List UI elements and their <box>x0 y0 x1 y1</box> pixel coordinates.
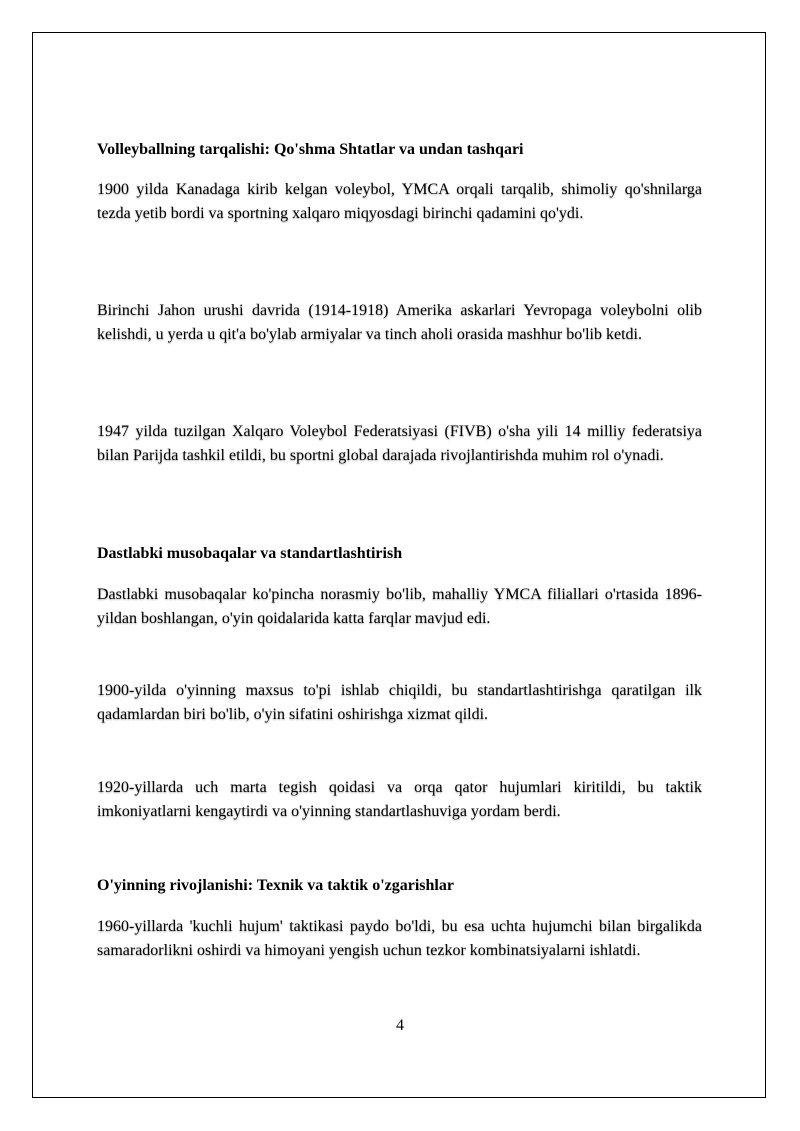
paragraph-fivb: 1947 yilda tuzilgan Xalqaro Voleybol Federatsiyasi (FIVB) o'sha yili 14 milliy federatsiya bilan Parijda tashkil etildi, bu sportni global darajada rivojlantirishda muhim rol o'ynadi. <box>97 423 702 464</box>
section-heading-development: O'yinning rivojlanishi: Texnik va taktik o'zgarishlar <box>97 877 454 894</box>
paragraph-early-competitions: Dastlabki musobaqalar ko'pincha norasmiy bo'lib, mahalliy YMCA filiallari o'rtasida 1896-yildan boshlangan, o'yin qoidalarida katta farqlar mavjud edi. <box>97 586 702 627</box>
page-number: 4 <box>396 1017 404 1034</box>
paragraph-world-war: Birinchi Jahon urushi davrida (1914-1918) Amerika askarlari Yevropaga voleybolni olib kelishdi, u yerda u qit'a bo'ylab armiyalar va tinch aholi orasida mashhur bo'lib ketdi. <box>97 302 702 343</box>
paragraph-three-touch-rule: 1920-yillarda uch marta tegish qoidasi va orqa qator hujumlari kiritildi, bu taktik imkoniyatlarni kengaytirdi va o'yinning standartlashuviga yordam berdi. <box>97 779 702 820</box>
paragraph-power-attack: 1960-yillarda 'kuchli hujum' taktikasi paydo bo'ldi, bu esa uchta hujumchi bilan birgalikda samaradorlikni oshirdi va himoyani yengish uchun tezkor kombinatsiyalarni ishlatdi. <box>97 918 702 959</box>
paragraph-canada: 1900 yilda Kanadaga kirib kelgan voleybol, YMCA orqali tarqalib, shimoliy qo'shnilarga tezda yetib bordi va sportning xalqaro miqyosdagi birinchi qadamini qo'ydi. <box>97 181 702 222</box>
section-heading-spread: Volleyballning tarqalishi: Qo'shma Shtatlar va undan tashqari <box>97 141 524 158</box>
paragraph-special-ball: 1900-yilda o'yinning maxsus to'pi ishlab chiqildi, bu standartlashtirishga qaratilgan ilk qadamlardan biri bo'lib, o'yin sifatini oshirishga xizmat qildi. <box>97 682 702 723</box>
section-heading-competitions: Dastlabki musobaqalar va standartlashtirish <box>97 545 403 562</box>
